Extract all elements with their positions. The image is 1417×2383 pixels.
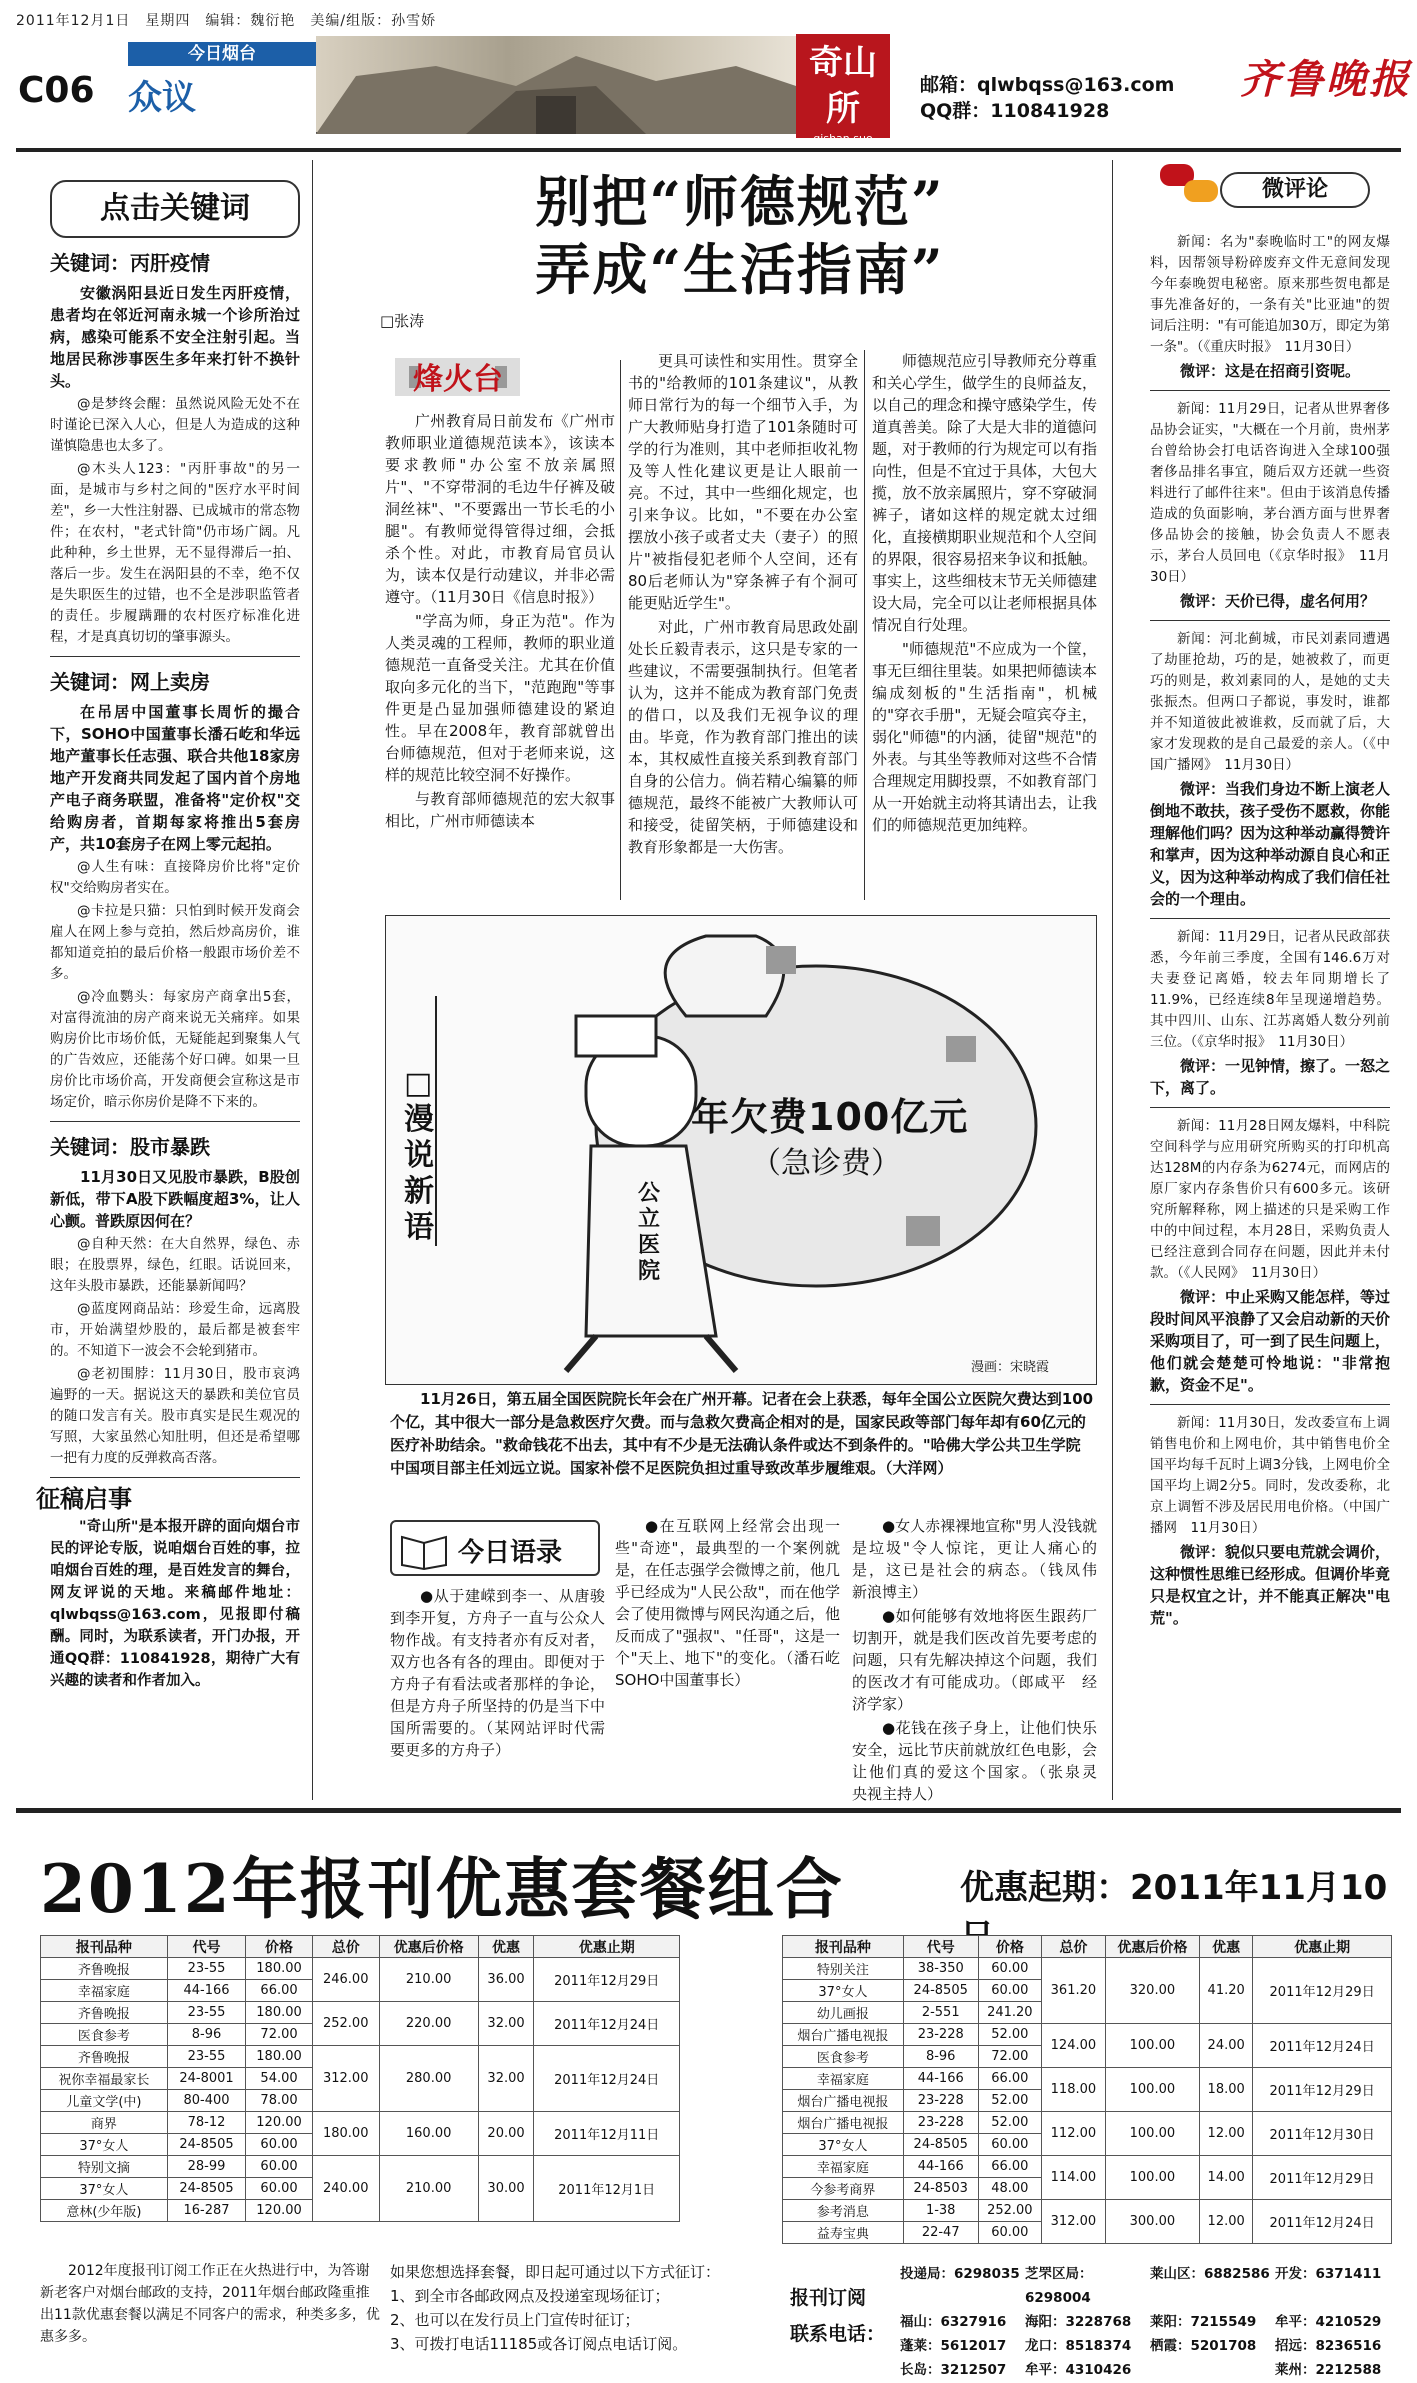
table-cell: 180.00 — [246, 1958, 313, 1980]
table-cell: 医食参考 — [783, 2046, 904, 2068]
keyword-2-comment-1: @人生有味：直接降房价比将"定价权"交给购房者实在。 — [50, 859, 300, 896]
keyword-1-title: 关键词：丙肝疫情 — [50, 251, 210, 275]
table-header: 优惠后价格 — [1105, 1936, 1199, 1958]
table-cell: 100.00 — [1105, 2068, 1199, 2112]
table-cell: 312.00 — [1042, 2200, 1106, 2244]
table-cell: 2011年12月24日 — [1253, 2024, 1392, 2068]
table-cell: 312.00 — [312, 2046, 379, 2112]
dateline: 2011年12月1日 星期四 编辑：魏衍艳 美编/组版：孙雪娇 — [16, 13, 437, 29]
table-cell: 52.00 — [978, 2090, 1042, 2112]
keyword-2-title: 关键词：网上卖房 — [50, 670, 210, 694]
phone-entry: 芝罘区局：6298004 — [1025, 2266, 1093, 2306]
table-cell: 37°女人 — [783, 2134, 904, 2156]
table-cell: 72.00 — [246, 2024, 313, 2046]
phone-entry: 栖霞：5201708 — [1150, 2338, 1257, 2354]
promo-title: 2012年报刊优惠套餐组合 — [40, 1850, 844, 1928]
news-item: 新闻：11月29日，记者从民政部获悉，今年前三季度，全国有146.6万对夫妻登记离婚，较去年同期增长了11.9%，已经连续8年呈现递增趋势。其中四川、山东、江苏离婚人数分列前三位。（《京华时报》 11月30日） — [1150, 929, 1390, 1050]
table-cell: 2011年12月24日 — [1253, 2200, 1392, 2244]
table-cell: 32.00 — [478, 2002, 534, 2046]
table-row — [783, 2112, 1392, 2134]
quotes-column-2 — [615, 1515, 856, 1795]
table-cell: 今参考商界 — [783, 2178, 904, 2200]
table-cell: 52.00 — [978, 2112, 1042, 2134]
table-row — [41, 2112, 680, 2134]
cartoon-column-label: □漫说新语 — [404, 1066, 434, 1245]
news-item: 新闻：名为"泰晚临时工"的网友爆料，因帮领导粉碎废弃文件无意间发现今年泰晚贺电秘密。原来那些贺电都是事先准备好的，一条有关"比亚迪"的贺词后注明："有可能追加30万，即定为第一条"。（《重庆时报》 11月30日） — [1150, 234, 1390, 355]
table-header: 报刊品种 — [41, 1936, 168, 1958]
table-cell: 23-55 — [167, 2046, 245, 2068]
table-cell: 60.00 — [978, 2134, 1042, 2156]
column-logo-text: 奇山所 — [809, 43, 877, 129]
keyword-1-comment-2: @木头人123："丙肝事故"的另一面，是城市与乡村之间的"医疗水平时间差"，乡一大性注射器、已成城市的常态物件；在农村，"老式针筒"仍市场广阔。凡此种种，乡土世界，无不显得滞后一拍、落后一步。发生在涡阳县的不幸，绝不仅是失职医生的过错，也不全是涉职监管者的责任。步履蹒跚的农村医疗标准化进程，才是真真切切的肇事源头。 — [50, 461, 300, 645]
table-cell: 烟台广播电视报 — [783, 2090, 904, 2112]
contact-label-line-1: 报刊订阅 — [790, 2287, 867, 2309]
table-cell: 118.00 — [1042, 2068, 1106, 2112]
table-cell: 210.00 — [379, 2156, 478, 2222]
table-cell: 幸福家庭 — [783, 2068, 904, 2090]
table-cell: 210.00 — [379, 1958, 478, 2002]
table-header: 价格 — [978, 1936, 1042, 1958]
open-book-icon — [400, 1529, 448, 1569]
call-for-papers-body: "奇山所"是本报开辟的面向烟台市民的评论专版，说咱烟台百姓的事，拉咱烟台百姓的理，是百姓发言的舞台，网友评说的天地。来稿邮件地址：qlwbqss@163.com，见报即付稿酬。同时，为联系读者，开门办报，开通QQ群：110841928，期待广大有兴趣的读者和作者加入。 — [50, 1519, 300, 1689]
table-cell: 44-166 — [167, 1980, 245, 2002]
table-cell: 37°女人 — [41, 2178, 168, 2200]
table-cell: 160.00 — [379, 2112, 478, 2156]
right-column — [1150, 232, 1390, 1792]
table-cell: 252.00 — [312, 2002, 379, 2046]
table-row — [41, 1958, 680, 1980]
table-cell: 幼儿画报 — [783, 2002, 904, 2024]
table-cell: 114.00 — [1042, 2156, 1106, 2200]
table-cell: 44-166 — [903, 2156, 978, 2178]
table-cell: 120.00 — [246, 2200, 313, 2222]
fire-logo — [395, 340, 520, 400]
promo-rule — [16, 1808, 1401, 1813]
fire-logo-text: 烽火台 — [413, 362, 503, 397]
table-cell: 2011年12月24日 — [534, 2046, 680, 2112]
table-cell: 幸福家庭 — [783, 2156, 904, 2178]
table-cell: 52.00 — [978, 2024, 1042, 2046]
table-cell: 124.00 — [1042, 2024, 1106, 2068]
keyword-3-title: 关键词：股市暴跌 — [50, 1135, 210, 1159]
table-cell: 24-8505 — [903, 2134, 978, 2156]
keyword-3-comment-3: @老初围脖：11月30日，股市哀鸿遍野的一天。据说这天的暴跌和美位官员的随口发言有关。股市真实是民生观况的写照，大家虽然心知肚明，但还是希望哪一把有力度的反弹救高否落。 — [50, 1366, 300, 1466]
quotes-column-1 — [390, 1585, 605, 1795]
email-text: 邮箱：qlwbqss@163.com — [920, 74, 1175, 96]
table-cell: 幸福家庭 — [41, 1980, 168, 2002]
phone-entry: 投递局：6298035 — [900, 2266, 1020, 2282]
table-cell: 儿童文学(中) — [41, 2090, 168, 2112]
table-cell: 齐鲁晚报 — [41, 1958, 168, 1980]
table-cell: 14.00 — [1200, 2156, 1253, 2200]
table-header: 优惠 — [478, 1936, 534, 1958]
table-cell: 60.00 — [246, 2156, 313, 2178]
table-cell: 2011年12月11日 — [534, 2112, 680, 2156]
table-cell: 112.00 — [1042, 2112, 1106, 2156]
table-cell: 23-228 — [903, 2024, 978, 2046]
table-row — [41, 2002, 680, 2024]
phone-grid — [900, 2262, 1400, 2382]
table-cell: 18.00 — [1200, 2068, 1253, 2112]
table-cell: 60.00 — [246, 2178, 313, 2200]
micro-review-item: 微评：一见钟情，擦了。一怒之下，离了。 — [1150, 1057, 1391, 1097]
article-column-2 — [628, 350, 858, 910]
table-cell: 241.20 — [978, 2002, 1042, 2024]
table-cell: 80-400 — [167, 2090, 245, 2112]
table-cell: 2011年12月1日 — [534, 2156, 680, 2222]
table-cell: 60.00 — [246, 2134, 313, 2156]
phone-entry: 龙口：8518374 — [1025, 2338, 1132, 2354]
contact-block — [920, 72, 1174, 124]
keyword-2-comment-2: @卡拉是只猫：只怕到时候开发商会雇人在网上参与竞拍，然后炒高房价，谁都知道竞拍的最后价格一般跟市场价差不多。 — [50, 903, 300, 982]
header-banner-image — [316, 36, 796, 134]
table-cell: 100.00 — [1105, 2112, 1199, 2156]
table-cell: 2011年12月24日 — [534, 2002, 680, 2046]
phone-entry: 蓬莱：5612017 — [900, 2338, 1007, 2354]
divider — [1150, 918, 1390, 919]
phone-entry: 海阳：3228768 — [1025, 2314, 1132, 2330]
quote-item: ●在互联网上经常会出现一些"奇迹"，最典型的一个案例就是，在任志强学会微博之前，他几乎已经成为"人民公敌"，而在他学会了使用微博与网民沟通之后，他反而成了"强叔"、"任哥"，这是一个"天上、地下"的变化。（潘石屹 SOHO中国董事长） — [615, 1517, 856, 1689]
table-cell: 180.00 — [312, 2112, 379, 2156]
table-header: 总价 — [1042, 1936, 1106, 1958]
table-cell: 252.00 — [978, 2200, 1042, 2222]
keyword-1-comment-1: @是梦终会醒：虽然说风险无处不在时谨论已深入人心，但是人为造成的这种谨慎隐患也太多了。 — [50, 396, 300, 454]
table-cell: 20.00 — [478, 2112, 534, 2156]
micro-review-item: 微评：中止采购又能怎样，等过段时间风平浪静了又会启动新的天价采购项目了，可一到了民生问题上，他们就会楚楚可怜地说："非常抱歉，资金不足"。 — [1150, 1288, 1391, 1394]
divider — [50, 656, 300, 657]
table-cell: 54.00 — [246, 2068, 313, 2090]
rooftop-photo — [316, 36, 796, 134]
phone-entry: 福山：6327916 — [900, 2314, 1007, 2330]
table-row — [41, 2046, 680, 2068]
table-row — [41, 2156, 680, 2178]
table-cell: 齐鲁晚报 — [41, 2046, 168, 2068]
table-cell: 72.00 — [978, 2046, 1042, 2068]
table-cell: 1-38 — [903, 2200, 978, 2222]
howto-step-2: 2、也可以在发行员上门宣传时征订； — [390, 2311, 640, 2329]
table-cell: 48.00 — [978, 2178, 1042, 2200]
table-cell: 66.00 — [978, 2156, 1042, 2178]
table-cell: 参考消息 — [783, 2200, 904, 2222]
article-para: 与教育部师德规范的宏大叙事相比，广州市师德读本 — [385, 790, 615, 830]
table-cell: 8-96 — [903, 2046, 978, 2068]
cartoon-caption: 11月26日，第五届全国医院院长年会在广州开幕。记者在会上获悉，每年全国公立医院欠费达到100个亿，其中很大一部分是急救医疗欠费。而与急救欠费高企相对的是，国家民政等部门每年却有60亿元的医疗补助结余。"救命钱花不出去，其中有不少是无法确认条件或达不到条件的。"哈佛大学公共卫生学院中国项目部主任刘远立说。国家补偿不足医院负担过重导致改革步履维艰。（大洋网） — [390, 1390, 1094, 1477]
quote-item: ●花钱在孩子身上，让他们快乐安全，远比节庆前就放红色电影，会让他们真的爱这个国家。（张泉灵 央视主持人） — [852, 1719, 1113, 1803]
quotes-column-3 — [852, 1515, 1113, 1803]
table-cell: 祝你幸福最家长 — [41, 2068, 168, 2090]
bag-sub-label: （急诊费） — [751, 1146, 901, 1181]
table-cell: 8-96 — [167, 2024, 245, 2046]
table-header: 优惠止期 — [534, 1936, 680, 1958]
headline — [380, 168, 1100, 304]
headline-line-2: 弄成“生活指南” — [535, 237, 945, 302]
table-cell: 280.00 — [379, 2046, 478, 2112]
phone-entry: 莱州：2212588 — [1275, 2362, 1382, 2378]
table-cell: 16-287 — [167, 2200, 245, 2222]
brand-logo: 齐鲁晚报 — [1240, 56, 1412, 103]
table-cell: 医食参考 — [41, 2024, 168, 2046]
table-cell: 246.00 — [312, 1958, 379, 2002]
howto-step-3: 3、可拨打电话11185或各订阅点电话订阅。 — [390, 2335, 688, 2353]
column-rule — [312, 160, 313, 1800]
divider — [1150, 1404, 1390, 1405]
table-cell: 320.00 — [1105, 1958, 1199, 2024]
table-cell: 烟台广播电视报 — [783, 2112, 904, 2134]
table-cell: 30.00 — [478, 2156, 534, 2222]
howto-step-1: 1、到全市各邮政网点及投递室现场征订； — [390, 2287, 670, 2305]
column-rule — [620, 360, 621, 900]
keyword-3-comment-2: @蓝度网商品站：珍爱生命，远离股市，开始满望炒股的，最后都是被套牢的。不知道下一波会不会轮到猪市。 — [50, 1301, 300, 1359]
table-cell: 180.00 — [246, 2046, 313, 2068]
package-table-right — [782, 1935, 1392, 2244]
contact-label-line-2: 联系电话： — [790, 2323, 886, 2345]
table-cell: 特别关注 — [783, 1958, 904, 1980]
speech-bubble-icon — [1184, 180, 1218, 202]
article-para: 对此，广州市教育局思政处副处长丘毅青表示，这只是专家的一些建议，不需要强制执行。但笔者认为，这并不能成为教育部门免责的借口，以及我们无视争议的理由。毕竟，作为教育部门推出的读本，其权威性直接关系到教育部门自身的公信力。倘若精心编纂的师德规范，最终不能被广大教师认可和接受，徒留笑柄，于师德建设和教育形象都是一大伤害。 — [628, 618, 858, 856]
section-title: 众议 — [128, 78, 196, 118]
quotes-header — [390, 1520, 600, 1576]
table-cell: 2011年12月29日 — [534, 1958, 680, 2002]
column-logo — [796, 34, 890, 145]
quote-item: ●如何能够有效地将医生跟药厂切割开，就是我们医改首先要考虑的问题，只有先解决掉这个问题，我们的医改才有可能成功。（郎咸平 经济学家） — [852, 1607, 1097, 1713]
body-label: 公立医院 — [638, 1181, 661, 1284]
table-cell: 24-8505 — [167, 2134, 245, 2156]
news-item: 新闻：11月30日，发改委宣布上调销售电价和上网电价，其中销售电价全国平均每千瓦时上调3分钱，上网电价全国平均上调2分5。同时，发改委称，北京上调暂不涉及居民用电价格。（中国广播网 11月30日） — [1150, 1415, 1390, 1536]
table-cell: 78.00 — [246, 2090, 313, 2112]
table-row — [783, 2068, 1392, 2090]
qq-text: QQ群：110841928 — [920, 100, 1110, 122]
table-cell: 12.00 — [1200, 2200, 1253, 2244]
table-header: 优惠后价格 — [379, 1936, 478, 1958]
table-cell: 特别文摘 — [41, 2156, 168, 2178]
package-table-left — [40, 1935, 680, 2222]
phone-entry: 开发：6371411 — [1275, 2266, 1382, 2282]
table-row — [783, 2024, 1392, 2046]
table-cell: 300.00 — [1105, 2200, 1199, 2244]
table-cell: 38-350 — [903, 1958, 978, 1980]
phone-entry: 招远：8236516 — [1275, 2338, 1382, 2354]
table-cell: 2011年12月29日 — [1253, 2156, 1392, 2200]
table-cell: 32.00 — [478, 2046, 534, 2112]
table-cell: 28-99 — [167, 2156, 245, 2178]
micro-review-item: 微评：天价已得，虚名何用？ — [1180, 592, 1376, 610]
divider — [1150, 1107, 1390, 1108]
howto-title: 如果您想选择套餐，即日起可通过以下方式征订： — [390, 2263, 721, 2281]
table-cell: 100.00 — [1105, 2024, 1199, 2068]
table-cell: 41.20 — [1200, 1958, 1253, 2024]
phone-entry: 牟平：4310426 — [1025, 2362, 1132, 2378]
keyword-label: 点击关键词 — [50, 180, 300, 238]
table-row — [783, 1958, 1392, 1980]
quotes-title: 今日语录 — [458, 1538, 563, 1568]
table-cell: 23-228 — [903, 2112, 978, 2134]
keyword-2-comment-3: @冷血鹦头：每家房产商拿出5套，对富得流油的房产商来说无关痛痒。如果购房价比市场价低，无疑能起到聚集人气的广告效应，还能荡个好口碑。如果一旦房价比市场价高，开发商便会宣称这是市场定价，暗示你房价是降不下来的。 — [50, 989, 300, 1110]
cartoon-credit: 漫画：宋晓霞 — [971, 1360, 1050, 1375]
table-cell: 44-166 — [903, 2068, 978, 2090]
table-cell: 24-8001 — [167, 2068, 245, 2090]
micro-review-title: 微评论 — [1220, 172, 1370, 208]
column-logo-pinyin: qishan suo — [813, 132, 873, 145]
table-cell: 24-8505 — [903, 1980, 978, 2002]
table-cell: 66.00 — [246, 1980, 313, 2002]
article-para: "师德规范"不应成为一个筐，事无巨细往里装。如果把师德读本编成刻板的"生活指南"，机械的"穿衣手册"，无疑会喧宾夺主，弱化"师德"的内涵，徒留"规范"的外表。与其坐等教师对这些不合情合理规定用脚投票，不如教育部门从一开始就主动将其请出去，让我们的师德规范更加纯粹。 — [872, 640, 1098, 834]
table-cell: 烟台广播电视报 — [783, 2024, 904, 2046]
table-cell: 22-47 — [903, 2222, 978, 2244]
table-cell: 2011年12月29日 — [1253, 1958, 1392, 2024]
table-cell: 220.00 — [379, 2002, 478, 2046]
keyword-1-lead: 安徽涡阳县近日发生丙肝疫情，患者均在邻近河南永城一个诊所治过病，感染可能系不安全注射引起。当地居民称涉事医生多年来打针不换针头。 — [50, 284, 300, 390]
header-rule — [16, 148, 1401, 152]
micro-review-item: 微评：当我们身边不断上演老人倒地不敢扶，孩子受伤不愿救，你能理解他们吗？因为这种举动赢得赞许和掌声，因为这种举动源自良心和正义，因为这种举动构成了我们信任社会的一个理由。 — [1150, 780, 1391, 908]
news-item: 新闻：11月28日网友爆料，中科院空间科学与应用研究所购买的打印机高达128M的内存条为6274元，而网店的原厂家内存条售价只有600多元。该研究所解释称，网上描述的只是采购工作中的中间过程，本月28日，采购负责人已经注意到合同存在问题，因此并未付款。（《人民网》 11月30日） — [1150, 1118, 1390, 1281]
keyword-3-comment-1: @自种天然：在大自然界，绿色、赤眼；在股票界，绿色，红眼。话说回来，这年头股市暴跌，还能暴新闻吗？ — [50, 1236, 300, 1294]
table-cell: 240.00 — [312, 2156, 379, 2222]
keyword-2-lead: 在吊居中国董事长周忻的撮合下，SOHO中国董事长潘石屹和华远地产董事长任志强、联合共他18家房地产开发商共同发起了国内首个房地产电子商务联盟，准备将"定价权"交给购房者，首期每家将推出5套房产，共10套房子在网上零元起拍。 — [50, 703, 300, 853]
phone-entry: 牟平：4210529 — [1275, 2314, 1382, 2330]
table-cell: 益寿宝典 — [783, 2222, 904, 2244]
table-cell: 12.00 — [1200, 2112, 1253, 2156]
article-para: 广州教育局日前发布《广州市教师职业道德规范读本》，该读本要求教师"办公室不放亲属照片"、"不穿带洞的毛边牛仔裤及破洞丝袜"、"不要露出一节长毛的小腿"。有教师觉得管得过细，会抵杀个性。对此，市教育局官员认为，读本仅是行动建议，并非必需遵守。（11月30日《信息时报》） — [385, 412, 615, 606]
article-para: 更具可读性和实用性。贯穿全书的"给教师的101条建议"，从教师日常行为的每一个细节入手，为广大教师贴身打造了101条随时可学的行为准则，其中老师拒收礼物及等人性化建议更是让人眼前一亮。不过，其中一些细化规定，也引来争议。比如，"不要在办公室摆放小孩子或者丈夫（妻子）的照片"被指侵犯老师个人空间，还有80后老师认为"穿条裤子有个洞可能更贴近学生"。 — [628, 352, 858, 612]
table-row — [783, 2200, 1392, 2222]
phone-entry: 长岛：3212507 — [900, 2362, 1007, 2378]
table-cell: 60.00 — [978, 1958, 1042, 1980]
table-header: 优惠 — [1200, 1936, 1253, 1958]
column-rule — [1112, 160, 1113, 1800]
article-column-3 — [872, 350, 1097, 910]
call-for-papers-title: 征稿启事 — [36, 1485, 132, 1513]
phone-entry: 莱山区：6882586 — [1150, 2266, 1270, 2282]
keyword-3-lead: 11月30日又见股市暴跌，B股创新低，带下A股下跌幅度超3%，让人心颤。普跌原因何在？ — [50, 1168, 300, 1230]
news-item: 新闻：河北蓟城，市民刘素同遭遇了劫匪抢劫，巧的是，她被救了，而更巧的则是，救刘素同的人，是她的丈夫张振杰。但两口子都说，事发时，谁都并不知道彼此被谁救，反而就了后，大家才发现救的是自己最爱的亲人。（《中国广播网》 11月30日） — [1150, 631, 1390, 773]
howto-block — [390, 2260, 770, 2356]
micro-review-header — [1160, 160, 1390, 218]
table-header: 优惠止期 — [1253, 1936, 1392, 1958]
contact-label — [790, 2280, 885, 2352]
table-header: 代号 — [167, 1936, 245, 1958]
table-cell: 23-228 — [903, 2090, 978, 2112]
table-cell: 60.00 — [978, 2222, 1042, 2244]
table-cell: 37°女人 — [783, 1980, 904, 2002]
divider — [50, 1121, 300, 1122]
promo-note: 2012年度报刊订阅工作正在火热进行中，为答谢新老客户对烟台邮政的支持，2011年烟台邮政隆重推出11款优惠套餐以满足不同客户的需求，种类多多，优惠多多。 — [40, 2263, 380, 2345]
table-cell: 24-8505 — [167, 2178, 245, 2200]
table-header: 价格 — [246, 1936, 313, 1958]
table-cell: 180.00 — [246, 2002, 313, 2024]
table-cell: 37°女人 — [41, 2134, 168, 2156]
table-cell: 23-55 — [167, 1958, 245, 1980]
table-cell: 意林(少年版) — [41, 2200, 168, 2222]
micro-review-item: 微评：貌似只要电荒就会调价，这种惯性思维已经形成。但调价毕竟只是权宜之计，并不能真正解决"电荒"。 — [1150, 1543, 1391, 1627]
article-para: 师德规范应引导教师充分尊重和关心学生，做学生的良师益友，以自己的理念和操守感染学生，传道真善美。除了大是大非的道德问题，对于教师的行为规定可以有指向性，但是不宜过于具体，大包大揽，放不放亲属照片，穿不穿破洞裤子，诸如这样的规定就太过细化，直接横期职业规范和个人空间的界限，很容易招来争议和抵触。事实上，这些细枝末节无关师德建设大局，完全可以让老师根据具体情况自行处理。 — [872, 352, 1098, 634]
table-cell: 24.00 — [1200, 2024, 1253, 2068]
quote-item: ●从于建嵘到李一、从唐骏到李开复，方舟子一直与公众人物作战。有支持者亦有反对者，双方也各有各的理由。即便对于方舟子有看法或者那样的争论，但是方舟子所坚持的仍是当下中国所需要的。（某网站评时代需要更多的方舟子） — [390, 1587, 605, 1759]
table-cell: 齐鲁晚报 — [41, 2002, 168, 2024]
table-cell: 23-55 — [167, 2002, 245, 2024]
news-item: 新闻：11月29日，记者从世界奢侈品协会证实，"大概在一个月前，贵州茅台曾给协会打电话咨询进入全球100强奢侈品排名事宜，随后双方还就一些资料进行了邮件往来"。但由于该消息传播造成的负面影响，茅台酒方面与世界奢侈品协会的接触，协会负责人不愿表示，茅台人员回电（《京华时报》 11月30日） — [1150, 401, 1390, 585]
article-para: "学高为师，身正为范"。作为人类灵魂的工程师，教师的职业道德规范一直备受关注。尤其在价值取向多元化的当下，"范跑跑"等事件更是凸显加强师德建设的紧迫性。早在2008年，教育部就曾出台师德规范，但对于老师来说，这样的规范比较空洞不好操作。 — [385, 612, 615, 784]
table-cell: 66.00 — [978, 2068, 1042, 2090]
table-row — [783, 2156, 1392, 2178]
divider — [50, 1477, 300, 1478]
article-column-1 — [385, 410, 615, 910]
micro-review-item: 微评：这是在招商引资呢。 — [1180, 362, 1361, 380]
cartoon-illustration — [386, 916, 1098, 1386]
table-cell: 361.20 — [1042, 1958, 1106, 2024]
page-number: C06 — [18, 70, 95, 111]
section-tag: 今日烟台 — [128, 42, 316, 66]
table-cell: 2011年12月30日 — [1253, 2112, 1392, 2156]
bag-main-label: 年欠费100亿元 — [691, 1095, 969, 1139]
cartoon-panel — [385, 915, 1097, 1385]
column-rule — [864, 350, 865, 900]
table-header: 报刊品种 — [783, 1936, 904, 1958]
quote-item: ●女人赤裸裸地宣称"男人没钱就是垃圾"令人惊诧，更让人痛心的是，这已是社会的病态。（钱凤伟 新浪博主） — [852, 1517, 1113, 1601]
promo-date: 优惠起期：2011年11月10 — [960, 1868, 1388, 1908]
table-cell: 24-8503 — [903, 2178, 978, 2200]
table-cell: 商界 — [41, 2112, 168, 2134]
phone-entry — [1150, 2358, 1275, 2382]
table-cell: 60.00 — [978, 1980, 1042, 2002]
divider — [1150, 390, 1390, 391]
table-cell: 36.00 — [478, 1958, 534, 2002]
headline-line-1: 别把“师德规范” — [535, 169, 945, 234]
byline: □张涛 — [380, 312, 425, 330]
table-cell: 78-12 — [167, 2112, 245, 2134]
table-cell: 120.00 — [246, 2112, 313, 2134]
table-header: 总价 — [312, 1936, 379, 1958]
table-cell: 2011年12月29日 — [1253, 2068, 1392, 2112]
phone-entry: 莱阳：7215549 — [1150, 2314, 1257, 2330]
table-cell: 2-551 — [903, 2002, 978, 2024]
divider — [1150, 620, 1390, 621]
table-header: 代号 — [903, 1936, 978, 1958]
table-cell: 100.00 — [1105, 2156, 1199, 2200]
left-column — [36, 180, 300, 1790]
